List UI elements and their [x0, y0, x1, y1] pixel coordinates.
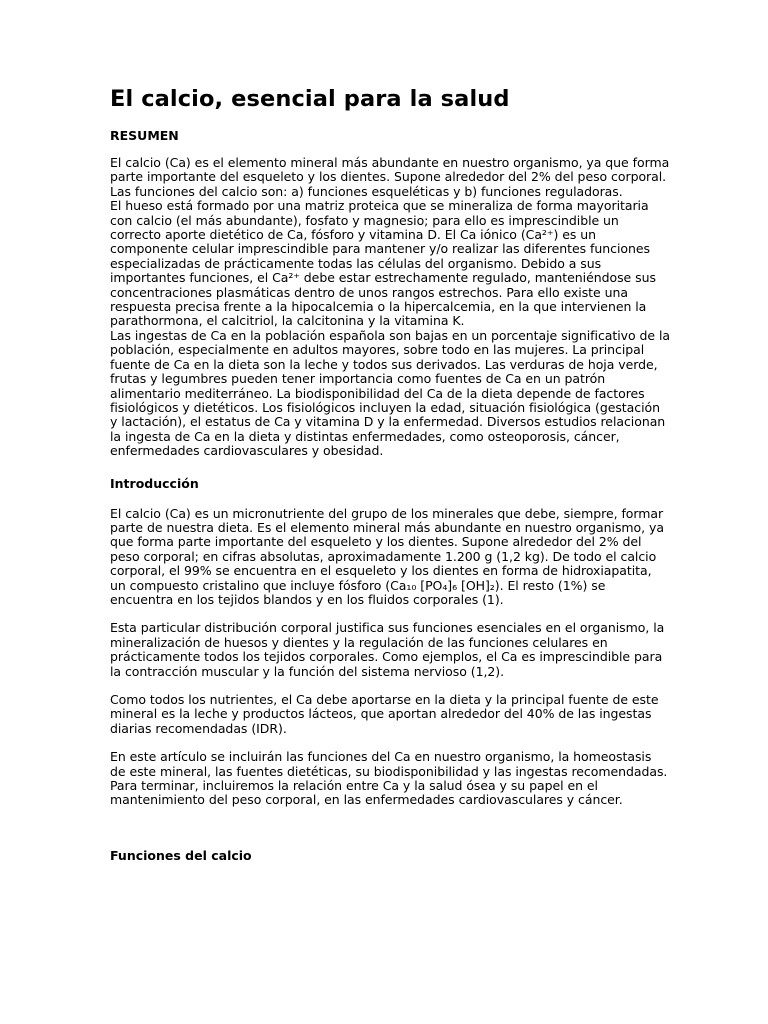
resumen-paragraph-3: Las ingestas de Ca en la población española son bajas en un porcentaje significativo de la población, especialmente en adultos mayores, sobre todo en las mujeres. La principal fuente de Ca en la dieta son la leche y todos sus derivados. Las verduras de hoja verde, frutas y legumbres pueden tener importancia como fuentes de Ca en un patrón alimentario mediterráneo. La biodisponibilidad del Ca de la dieta depende de factores fisiológicos y dietéticos. Los fisiológicos incluyen la edad, situación fisiológica (gestación y lactación), el estatus de Ca y vitamina D y la enfermedad. Diversos estudios relacionan la ingesta de Ca en la dieta y distintas enfermedades, como osteoporosis, cáncer, enfermedades cardiovasculares y obesidad. [110, 327, 671, 459]
resumen-paragraph-1: El calcio (Ca) es el elemento mineral más abundante en nuestro organismo, ya que forma parte importante del esqueleto y los dientes. Supone alrededor del 2% del peso corporal. Las funciones del calcio son: a) funciones esqueléticas y b) funciones reguladoras. [110, 155, 670, 199]
section-heading-introduccion: Introducción [110, 475, 199, 491]
intro-paragraph-4: En este artículo se incluirán las funciones del Ca en nuestro organismo, la homeostasis de este mineral, las fuentes dietéticas, su biodisponibilidad y las ingestas recomendadas. Para terminar, incluiremos la relación entre Ca y la salud ósea y su papel en el mantenimiento del peso corporal, en las enfermedades cardiovasculares y cáncer. [110, 749, 668, 808]
intro-paragraph-2: Esta particular distribución corporal justifica sus funciones esenciales en el organismo, la mineralización de huesos y dientes y la regulación de las funciones celulares en prácticamente todos los tejidos corporales. Como ejemplos, el Ca es imprescindible para la contracción muscular y la función del sistema nervioso (1,2). [110, 620, 665, 679]
section-heading-funciones: Funciones del calcio [110, 847, 252, 863]
document-title: El calcio, esencial para la salud [110, 86, 510, 112]
resumen-paragraph-2: El hueso está formado por una matriz proteica que se mineraliza de forma mayoritaria con calcio (el más abundante), fosfato y magnesio; para ello es imprescindible un correcto aporte dietético de Ca, fósforo y vitamina D. El Ca iónico (Ca²⁺) es un componente celular imprescindible para mantener y/o realizar las diferentes funciones especializadas de prácticamente todas las células del organismo. Debido a sus importantes funciones, el Ca²⁺ debe estar estrechamente regulado, manteniéndose sus concentraciones plasmáticas dentro de unos rangos estrechos. Para ello existe una respuesta precisa frente a la hipocalcemia o la hipercalcemia, en la que intervienen la parathormona, el calcitriol, la calcitonina y la vitamina K. [110, 198, 656, 329]
intro-paragraph-1: El calcio (Ca) es un micronutriente del grupo de los minerales que debe, siempre, formar parte de nuestra dieta. Es el elemento mineral más abundante en nuestro organismo, ya que forma parte importante del esqueleto y los dientes. Supone alrededor del 2% del peso corporal; en cifras absolutas, aproximadamente 1.200 g (1,2 kg). De todo el calcio corporal, el 99% se encuentra en el esqueleto y los dientes en forma de hidroxiapatita, un compuesto cristalino que incluye fósforo (Ca₁₀ [PO₄]₆ [OH]₂). El resto (1%) se encuentra en los tejidos blandos y en los fluidos corporales (1). [110, 505, 664, 607]
section-heading-resumen: RESUMEN [110, 128, 179, 143]
document-page [110, 84, 670, 863]
intro-paragraph-3: Como todos los nutrientes, el Ca debe aportarse en la dieta y la principal fuente de este mineral es la leche y productos lácteos, que aportan alrededor del 40% de las ingestas diarias recomendadas (IDR). [110, 692, 659, 736]
